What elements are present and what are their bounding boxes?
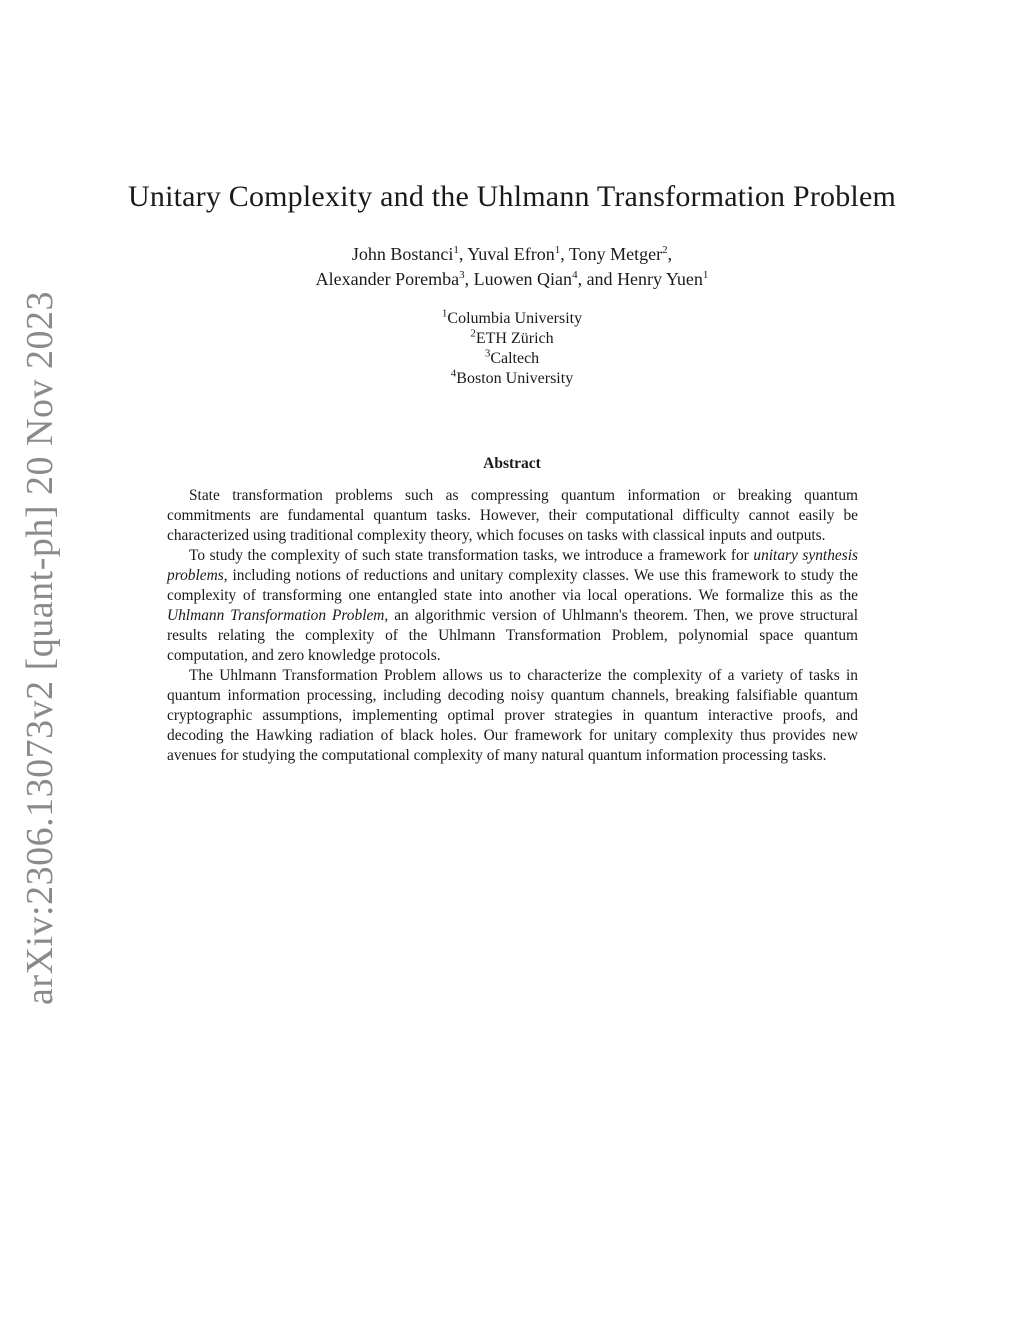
author-name: Alexander Poremba (315, 269, 460, 289)
author-name: Luowen Qian (473, 269, 573, 289)
author-list (0, 242, 1024, 292)
author-affiliation-mark: 1 (702, 269, 709, 281)
affiliation-item (0, 329, 1024, 349)
abstract-paragraph (167, 546, 858, 666)
affiliation-number: 4 (450, 367, 457, 380)
abstract-text: , including notions of reductions and unitary complexity classes. We use this framework to study the complexity of transforming one entangled state into another via local operations. We formalize this as the (167, 567, 858, 604)
author-name: Yuval Efron (467, 244, 555, 264)
author-affiliation-mark: 2 (662, 244, 668, 256)
affiliation-name: ETH Zürich (475, 330, 554, 347)
affiliation-item (0, 349, 1024, 369)
author-name: Henry Yuen (617, 269, 703, 289)
author-affiliation-mark: 3 (459, 269, 465, 281)
abstract-text: , an algorithmic version of Uhlmann's theorem. Then, we prove structural results relating the complexity of the Uhlmann Transformation Problem, polynomial space quantum computation, and zero knowledge protocols. (167, 607, 858, 664)
arxiv-identifier: arXiv:2306.13073v2 [quant-ph] 20 Nov 2023 (19, 291, 61, 1005)
affiliation-name: Boston University (456, 370, 574, 387)
author-separator: , (464, 269, 470, 289)
affiliation-item (0, 309, 1024, 329)
abstract-emphasis: Uhlmann Transformation Problem (167, 607, 385, 624)
abstract-body (167, 486, 858, 766)
affiliation-name: Caltech (490, 350, 540, 367)
affiliation-list (0, 309, 1024, 389)
author-line-2 (0, 267, 1024, 292)
abstract-text: To study the complexity of such state transformation tasks, we introduce a framework for (189, 547, 754, 564)
affiliation-item (0, 369, 1024, 389)
author-separator: , and (577, 269, 613, 289)
author-name: John Bostanci (351, 244, 454, 264)
author-separator: , (667, 244, 673, 264)
author-name: Tony Metger (568, 244, 663, 264)
abstract-paragraph: The Uhlmann Transformation Problem allows us to characterize the complexity of a variety of tasks in quantum information processing, including decoding noisy quantum channels, breaking falsifiable quantum cryptographic assumptions, implementing optimal prover strategies in quantum interactive proofs, and decoding the Hawking radiation of black holes. Our framework for unitary complexity thus provides new avenues for studying the computational complexity of many natural quantum information processing tasks. (167, 667, 858, 764)
author-line-1 (0, 242, 1024, 267)
author-affiliation-mark: 4 (572, 269, 578, 281)
affiliation-number: 2 (470, 327, 476, 340)
paper-title: Unitary Complexity and the Uhlmann Transformation Problem (128, 180, 896, 213)
author-separator: , (560, 244, 565, 264)
affiliation-name: Columbia University (447, 310, 583, 327)
author-affiliation-mark: 1 (554, 244, 561, 256)
abstract-paragraph: State transformation problems such as compressing quantum information or breaking quantum commitments are fundamental quantum tasks. However, their computational difficulty cannot easily be characterized using traditional complexity theory, which focuses on tasks with classical inputs and outputs. (167, 487, 858, 544)
abstract-heading: Abstract (483, 455, 541, 472)
affiliation-number: 1 (441, 307, 448, 320)
abstract-emphasis: unitary synthesis problems (167, 547, 858, 584)
affiliation-number: 3 (484, 347, 491, 360)
author-affiliation-mark: 1 (453, 244, 459, 256)
author-separator: , (458, 244, 464, 264)
